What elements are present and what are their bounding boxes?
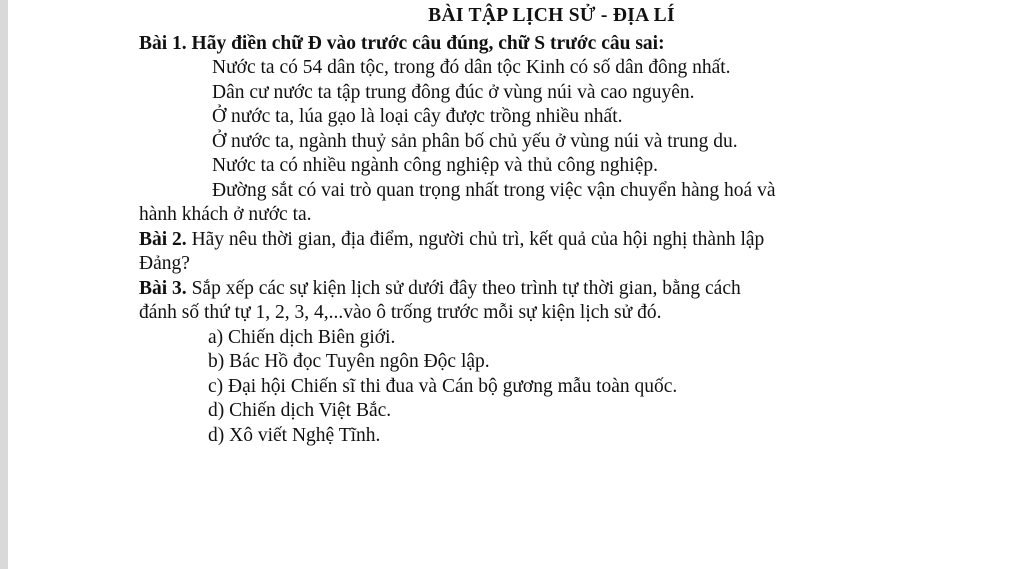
exercise-3-item: d) Xô viết Nghệ Tĩnh. (208, 424, 381, 446)
exercise-1-item: Ở nước ta, lúa gạo là loại cây được trồng nhiều nhất. (212, 106, 623, 127)
worksheet-body (139, 0, 954, 448)
left-edge-bar (0, 0, 8, 569)
exercise-3-item: b) Bác Hồ đọc Tuyên ngôn Độc lập. (208, 351, 490, 372)
document-page (8, 0, 1024, 569)
exercise-2-label: Bài 2. (139, 228, 187, 250)
exercise-3-label: Bài 3. (139, 277, 187, 299)
exercise-3-item: a) Chiến dịch Biên giới. (208, 326, 396, 348)
exercise-1-item-continuation: hành khách ở nước ta. (139, 204, 312, 225)
exercise-1-item: Ở nước ta, ngành thuỷ sản phân bố chủ yếu ở vùng núi và trung du. (212, 130, 738, 152)
exercise-1-item: Dân cư nước ta tập trung đông đúc ở vùng núi và cao nguyên. (212, 81, 695, 103)
exercise-3-continuation: đánh số thứ tự 1, 2, 3, 4,...vào ô trống trước mỗi sự kiện lịch sử đó. (139, 302, 662, 323)
worksheet-title: BÀI TẬP LỊCH SỬ - ĐỊA LÍ (428, 5, 675, 26)
exercise-3-text: Sắp xếp các sự kiện lịch sử dưới đây theo trình tự thời gian, bằng cách (186, 277, 741, 299)
exercise-1-heading: Bài 1. Hãy điền chữ Đ vào trước câu đúng, chữ S trước câu sai: (139, 32, 665, 54)
exercise-1-item: Nước ta có nhiều ngành công nghiệp và thủ công nghiệp. (212, 155, 658, 176)
exercise-1-item: Đường sắt có vai trò quan trọng nhất trong việc vận chuyển hàng hoá và (212, 179, 776, 201)
exercise-2-continuation: Đảng? (139, 253, 190, 274)
exercise-2-line (139, 228, 954, 253)
exercise-2-text: Hãy nêu thời gian, địa điểm, người chủ trì, kết quả của hội nghị thành lập (186, 228, 765, 250)
exercise-3-line (139, 277, 954, 302)
exercise-3-item: c) Đại hội Chiến sĩ thi đua và Cán bộ gương mẫu toàn quốc. (208, 375, 678, 397)
exercise-3-item: d) Chiến dịch Việt Bắc. (208, 400, 392, 421)
exercise-1-item: Nước ta có 54 dân tộc, trong đó dân tộc Kinh có số dân đông nhất. (212, 57, 731, 78)
